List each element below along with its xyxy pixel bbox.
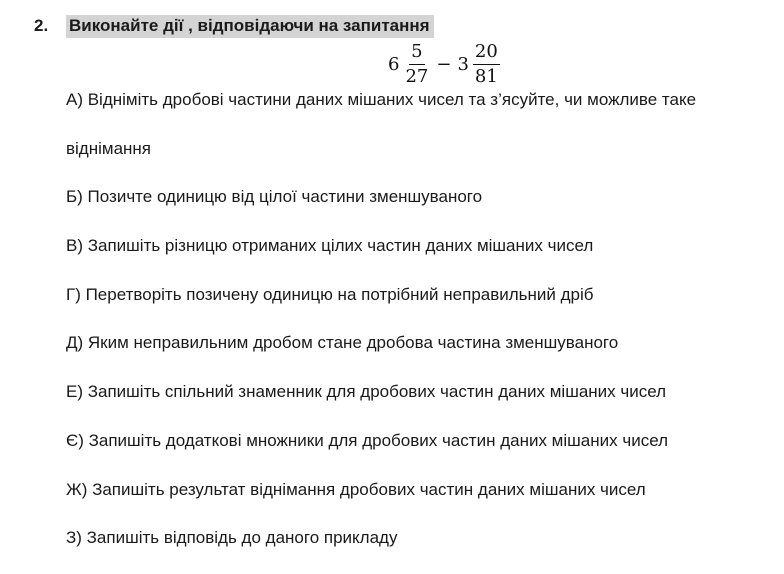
question-list [66, 87, 766, 574]
question-h: Г) Перетворіть позичену одиницю на потрібний неправильний дріб [66, 284, 594, 304]
question-a-line-1: А) Відніміть дробові частини даних мішаних чисел та з’ясуйте, чи можливе таке [66, 90, 697, 109]
question-a-line-2: віднімання [66, 138, 152, 158]
subtrahend-fraction [473, 42, 500, 87]
task-heading [34, 14, 434, 38]
task-number: 2. [34, 16, 49, 35]
minus-operator: − [436, 53, 452, 75]
question-zh: Ж) Запишіть результат віднімання дробових частин даних мішаних чисел [66, 479, 646, 499]
subtrahend-whole: 3 [457, 53, 469, 75]
task-title: Виконайте дії , відповідаючи на запитання [66, 15, 434, 38]
question-e: Е) Запишіть спільний знаменник для дробових частин даних мішаних чисел [66, 382, 667, 402]
question-d: Д) Яким неправильним дробом стане дробова частина зменшуваного [66, 333, 619, 353]
minuend-numerator: 5 [409, 42, 424, 65]
minuend-whole: 6 [388, 53, 400, 75]
math-expression [388, 39, 502, 89]
question-b: Б) Позичте одиницю від цілої частини зменшуваного [66, 187, 483, 207]
subtrahend-denominator: 81 [474, 65, 498, 87]
question-ye: Є) Запишіть додаткові множники для дробових частин даних мішаних чисел [66, 430, 669, 450]
question-v: В) Запишіть різницю отриманих цілих частин даних мішаних чисел [66, 236, 594, 256]
minuend-denominator: 27 [405, 65, 429, 87]
subtrahend-numerator: 20 [473, 42, 500, 65]
question-z: З) Запишіть відповідь до даного прикладу [66, 528, 398, 548]
minuend-fraction [403, 42, 430, 87]
